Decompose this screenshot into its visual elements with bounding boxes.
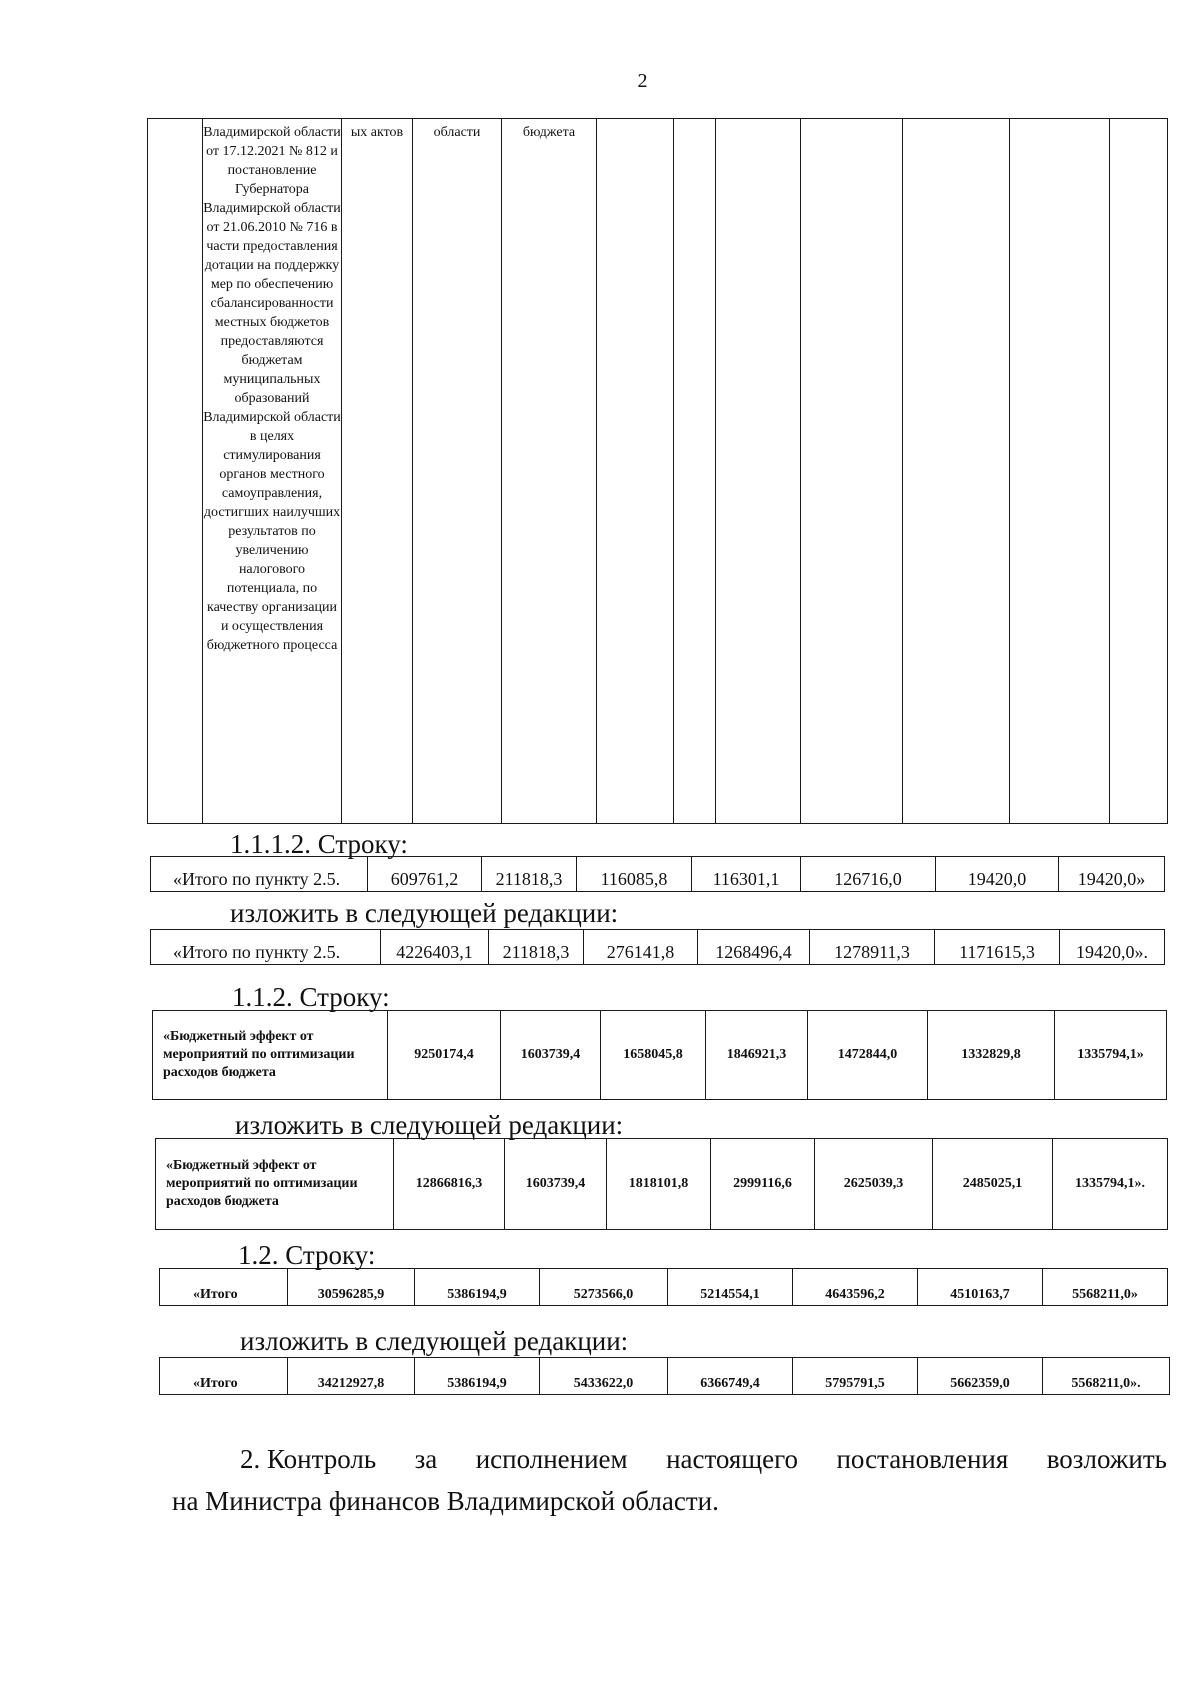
table-row — [160, 1358, 1170, 1395]
value-cell: 1171615,3 — [935, 930, 1060, 965]
replace-text-1112: изложить в следующей редакции: — [230, 898, 619, 928]
value-cell: 4510163,7 — [918, 1269, 1043, 1306]
value-cell: 1335794,1». — [1053, 1139, 1168, 1230]
table-row — [160, 1269, 1168, 1306]
table-row — [151, 930, 1165, 965]
table-cell-region: области — [413, 119, 502, 824]
value-cell: 1603739,4 — [505, 1139, 607, 1230]
table-row — [153, 1011, 1167, 1100]
row-label-cell: «Бюджетный эффект от мероприятий по оптимизации расходов бюджета — [153, 1011, 388, 1100]
table-row — [151, 857, 1165, 892]
value-cell: 1472844,0 — [808, 1011, 928, 1100]
value-cell: 1278911,3 — [810, 930, 935, 965]
value-cell: 5568211,0». — [1043, 1358, 1170, 1395]
value-cell: 30596285,9 — [288, 1269, 415, 1306]
table-cell-empty — [801, 119, 903, 824]
value-cell: 609761,2 — [368, 857, 482, 892]
value-cell: 4226403,1 — [381, 930, 489, 965]
value-cell: 1268496,4 — [698, 930, 810, 965]
old-row-table-112 — [152, 1010, 1167, 1100]
row-label-cell: «Итого по пункту 2.5. — [151, 930, 381, 965]
table-cell-number — [148, 119, 203, 824]
value-cell: 1335794,1» — [1055, 1011, 1167, 1100]
section-heading-112: 1.1.2. Строку: — [232, 982, 390, 1012]
replace-text-12: изложить в следующей редакции: — [240, 1326, 629, 1356]
table-cell-empty — [1010, 119, 1110, 824]
value-cell: 9250174,4 — [388, 1011, 501, 1100]
closing-paragraph — [172, 1438, 1167, 1522]
value-cell: 2485025,1 — [933, 1139, 1053, 1230]
value-cell: 276141,8 — [584, 930, 698, 965]
new-row-table-112 — [155, 1138, 1168, 1230]
table-cell-budget: бюджета — [502, 119, 597, 824]
paragraph-word: постановления — [836, 1444, 1009, 1474]
value-cell: 5273566,0 — [540, 1269, 668, 1306]
table-cell-description: Владимирской области от 17.12.2021 № 812 и постановление Губернатора Владимирской области от 21.06.2010 № 716 в части предоставления дотации на поддержку мер по обеспечению сбалансированности местных бюджетов предоставляются бюджетам муниципальных образований Владимирской области в целях стимулирования органов местного самоуправления, достигших наилучших результатов по увеличению налогового потенциала, по качеству организации и осуществления бюджетного процесса — [203, 119, 342, 824]
value-cell: 5662359,0 — [918, 1358, 1043, 1395]
section-heading-12: 1.2. Строку: — [238, 1240, 376, 1270]
value-cell: 1332829,8 — [928, 1011, 1055, 1100]
value-cell: 34212927,8 — [288, 1358, 415, 1395]
value-cell: 19420,0». — [1060, 930, 1165, 965]
value-cell: 5795791,5 — [793, 1358, 918, 1395]
value-cell: 12866816,3 — [394, 1139, 505, 1230]
value-cell: 19420,0 — [936, 857, 1059, 892]
row-label-cell: «Бюджетный эффект от мероприятий по оптимизации расходов бюджета — [156, 1139, 394, 1230]
old-row-table-12 — [159, 1268, 1168, 1306]
value-cell: 126716,0 — [801, 857, 936, 892]
paragraph-line-1 — [172, 1438, 1167, 1480]
value-cell: 5386194,9 — [415, 1358, 540, 1395]
new-row-table-1112 — [150, 929, 1165, 965]
value-cell: 6366749,4 — [668, 1358, 793, 1395]
paragraph-word: возложить — [1046, 1444, 1167, 1474]
value-cell: 4643596,2 — [793, 1269, 918, 1306]
paragraph-word: 2. Контроль — [240, 1444, 377, 1474]
value-cell: 5568211,0» — [1043, 1269, 1168, 1306]
table-cell-acts: ых актов — [342, 119, 413, 824]
paragraph-word: за — [414, 1444, 438, 1474]
page-number: 2 — [637, 70, 648, 92]
row-label-cell: «Итого — [160, 1358, 288, 1395]
table-cell-empty — [597, 119, 674, 824]
replace-text-112: изложить в следующей редакции: — [235, 1110, 624, 1140]
table-cell-empty — [1110, 119, 1168, 824]
new-row-table-12 — [159, 1357, 1170, 1395]
value-cell: 5386194,9 — [415, 1269, 540, 1306]
value-cell: 211818,3 — [489, 930, 584, 965]
paragraph-line-2: на Министра финансов Владимирской области. — [172, 1486, 719, 1516]
paragraph-word: настоящего — [666, 1444, 799, 1474]
value-cell: 211818,3 — [482, 857, 577, 892]
value-cell: 5433622,0 — [540, 1358, 668, 1395]
table-cell-empty — [716, 119, 801, 824]
row-label-cell: «Итого — [160, 1269, 288, 1306]
table-cell-empty — [903, 119, 1010, 824]
value-cell: 19420,0» — [1059, 857, 1165, 892]
value-cell: 1603739,4 — [501, 1011, 601, 1100]
value-cell: 1658045,8 — [601, 1011, 706, 1100]
value-cell: 2999116,6 — [711, 1139, 815, 1230]
value-cell: 2625039,3 — [815, 1139, 933, 1230]
value-cell: 116301,1 — [692, 857, 801, 892]
section-heading-1112: 1.1.1.2. Строку: — [230, 829, 408, 859]
old-row-table-1112 — [150, 856, 1165, 892]
continuation-table — [147, 118, 1168, 824]
value-cell: 116085,8 — [577, 857, 692, 892]
table-cell-empty — [674, 119, 716, 824]
row-label-cell: «Итого по пункту 2.5. — [151, 857, 368, 892]
table-row — [156, 1139, 1168, 1230]
value-cell: 5214554,1 — [668, 1269, 793, 1306]
paragraph-word: исполнением — [475, 1444, 628, 1474]
value-cell: 1818101,8 — [607, 1139, 711, 1230]
value-cell: 1846921,3 — [706, 1011, 808, 1100]
